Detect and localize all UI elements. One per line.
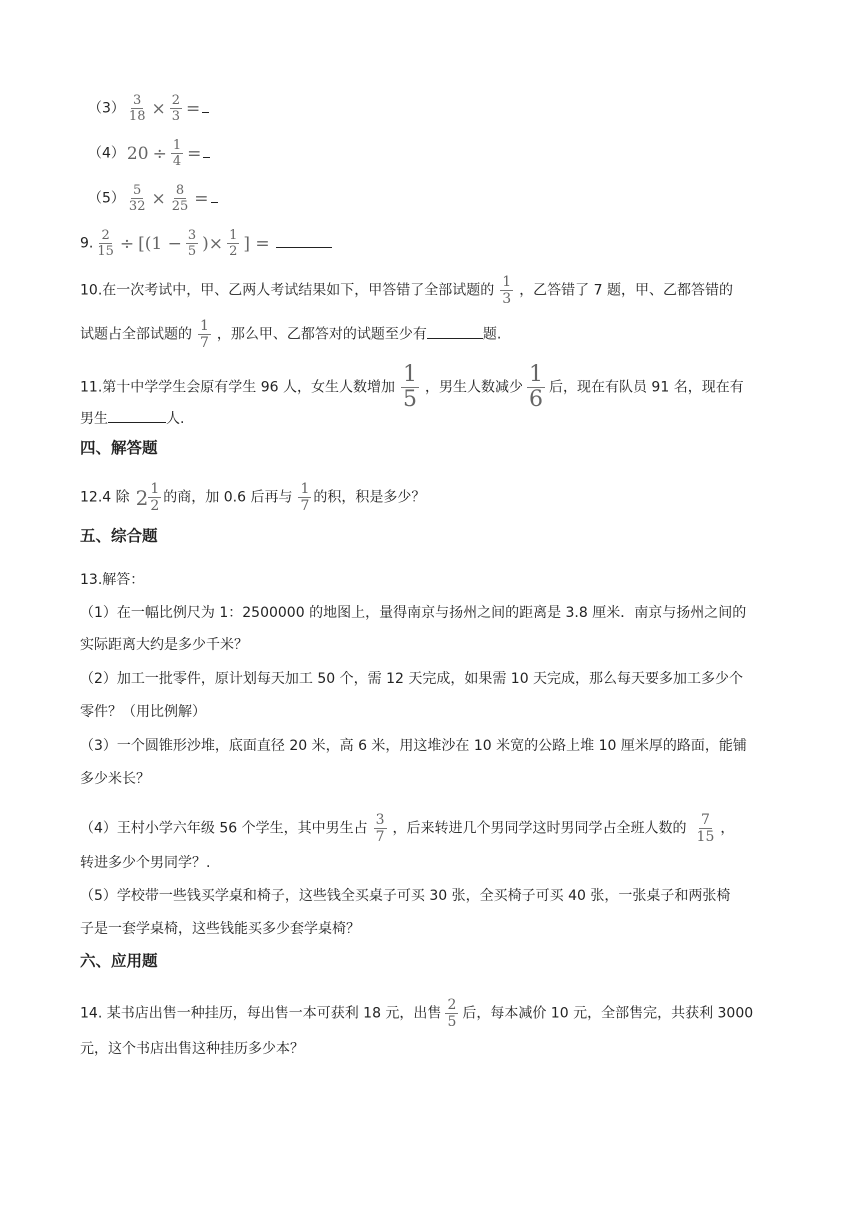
question-text: 12.4 除 — [80, 489, 130, 506]
part-label: （5） — [88, 190, 125, 207]
q13-part4-line2: 转进多少个男同学？. — [80, 855, 211, 871]
q8-part5 — [88, 184, 780, 213]
operand: 20 — [126, 143, 149, 164]
answer-blank — [276, 235, 332, 248]
question-text: 试题占全部试题的 — [80, 326, 192, 343]
fraction: $\frac{3}{7}$ — [375, 812, 385, 845]
question-text: ，后来转进几个男同学这时男同学占全班人数的 — [392, 820, 687, 837]
question-10-line2 — [80, 319, 780, 350]
question-text: ，那么甲、乙都答对的试题至少有 — [216, 326, 427, 343]
fraction: $\frac{7}{15}$ — [696, 812, 715, 845]
fraction: $\frac{5}{32}$ — [128, 183, 146, 214]
section-heading-4: 四、解答题 — [80, 439, 158, 457]
q13-part2-line2: 零件？（用比例解） — [80, 704, 206, 720]
times-sign: × — [151, 188, 166, 209]
divide-sign: ÷ — [152, 143, 167, 164]
times-sign: × — [151, 98, 166, 119]
q13-part3-line1: （3）一个圆锥形沙堆，底面直径 20 米，高 6 米，用这堆沙在 10 米宽的公路上堆 10 厘米厚的路面，能铺 — [80, 738, 747, 754]
q13-part3-line2: 多少米长？ — [80, 771, 150, 787]
fraction: $\frac{3}{5}$ — [187, 228, 197, 259]
fraction: $\frac{2}{15}$ — [97, 228, 114, 259]
question-text: ，乙答错了 7 题，甲、乙都答错的 — [519, 282, 733, 299]
part-label: （3） — [88, 100, 125, 117]
answer-blank — [108, 410, 166, 423]
question-text: 题. — [482, 326, 502, 343]
part-label: （4） — [88, 145, 125, 162]
question-text: （4）王村小学六年级 56 个学生，其中男生占 — [80, 820, 368, 837]
question-text: 10.在一次考试中，甲、乙两人考试结果如下，甲答错了全部试题的 — [80, 282, 495, 299]
fraction: $\frac{1}{7}$ — [200, 318, 209, 351]
fraction: $\frac{1}{7}$ — [300, 481, 310, 514]
q8-part3 — [88, 94, 780, 123]
q13-part5-line1: （5）学校带一些钱买学桌和椅子，这些钱全买桌子可买 30 张，全买椅子可买 40 张，一张桌子和两张椅 — [80, 888, 731, 904]
divide-sign: ÷ — [119, 233, 135, 254]
question-text: 后，现在有队员 91 名，现在有 — [548, 379, 744, 396]
equals-sign: = — [187, 143, 202, 164]
q13-part4-line1 — [80, 813, 780, 844]
answer-blank — [203, 145, 210, 158]
q13-part1-line2: 实际距离大约是多少千米？ — [80, 637, 248, 653]
fraction: $\frac{3}{18}$ — [128, 93, 146, 124]
question-text: 的积，积是多少？ — [313, 489, 426, 506]
fraction: $\frac{1}{2}$ — [229, 228, 238, 259]
answer-blank — [202, 100, 209, 113]
question-text: 男生 — [80, 411, 108, 427]
q13-part1-line1: （1）在一幅比例尺为 1：2500000 的地图上，量得南京与扬州之间的距离是 3.8 厘米．南京与扬州之间的 — [80, 605, 747, 621]
equals-sign: = — [186, 98, 201, 119]
mixed-number-whole: 2 — [135, 485, 149, 510]
question-text: 的商，加 0.6 后再与 — [163, 489, 293, 506]
question-14-line2: 元，这个书店出售这种挂历多少本？ — [80, 1041, 304, 1057]
question-10-line1 — [80, 275, 780, 306]
bracket-close: ] = — [243, 233, 270, 254]
question-11-line2 — [80, 408, 780, 430]
q13-part2-line1: （2）加工一批零件，原计划每天加工 50 个，需 12 天完成，如果需 10 天完成，那么每天要多加工多少个 — [80, 671, 744, 687]
question-text: 人. — [166, 411, 185, 427]
question-9 — [80, 229, 780, 258]
answer-blank — [427, 326, 483, 339]
q13-part5-line2: 子是一套学桌椅，这些钱能买多少套学桌椅？ — [80, 921, 360, 937]
question-text: 11.第十中学学生会原有学生 96 人，女生人数增加 — [80, 379, 395, 396]
question-text: ， — [720, 820, 735, 837]
question-text: 后，每本减价 10 元，全部售完，共获利 3000 — [462, 1005, 754, 1022]
fraction: $\frac{1}{3}$ — [502, 274, 512, 307]
q8-part4 — [88, 139, 780, 168]
fraction: $\frac{1}{4}$ — [172, 138, 182, 169]
fraction: $\frac{2}{5}$ — [447, 997, 457, 1030]
question-11-line1 — [80, 364, 780, 411]
fraction: $\frac{1}{2}$ — [150, 481, 160, 514]
question-12 — [80, 482, 780, 513]
answer-blank — [211, 190, 218, 203]
fraction: $\frac{2}{3}$ — [171, 93, 180, 124]
section-heading-5: 五、综合题 — [80, 527, 158, 545]
question-13-title: 13.解答： — [80, 572, 145, 588]
question-text: ，男生人数减少 — [424, 379, 523, 396]
fraction: $\frac{1}{6}$ — [528, 362, 543, 412]
equals-sign: = — [194, 188, 209, 209]
bracket-open: [(1 − — [138, 233, 182, 254]
fraction: $\frac{8}{25}$ — [171, 183, 189, 214]
times-sign: )× — [202, 233, 224, 254]
fraction: $\frac{1}{5}$ — [402, 362, 417, 412]
section-heading-6: 六、应用题 — [80, 952, 158, 970]
question-number: 9. — [80, 235, 94, 252]
question-14-line1 — [80, 998, 780, 1029]
question-text: 14. 某书店出售一种挂历，每出售一本可获利 18 元，出售 — [80, 1005, 442, 1022]
